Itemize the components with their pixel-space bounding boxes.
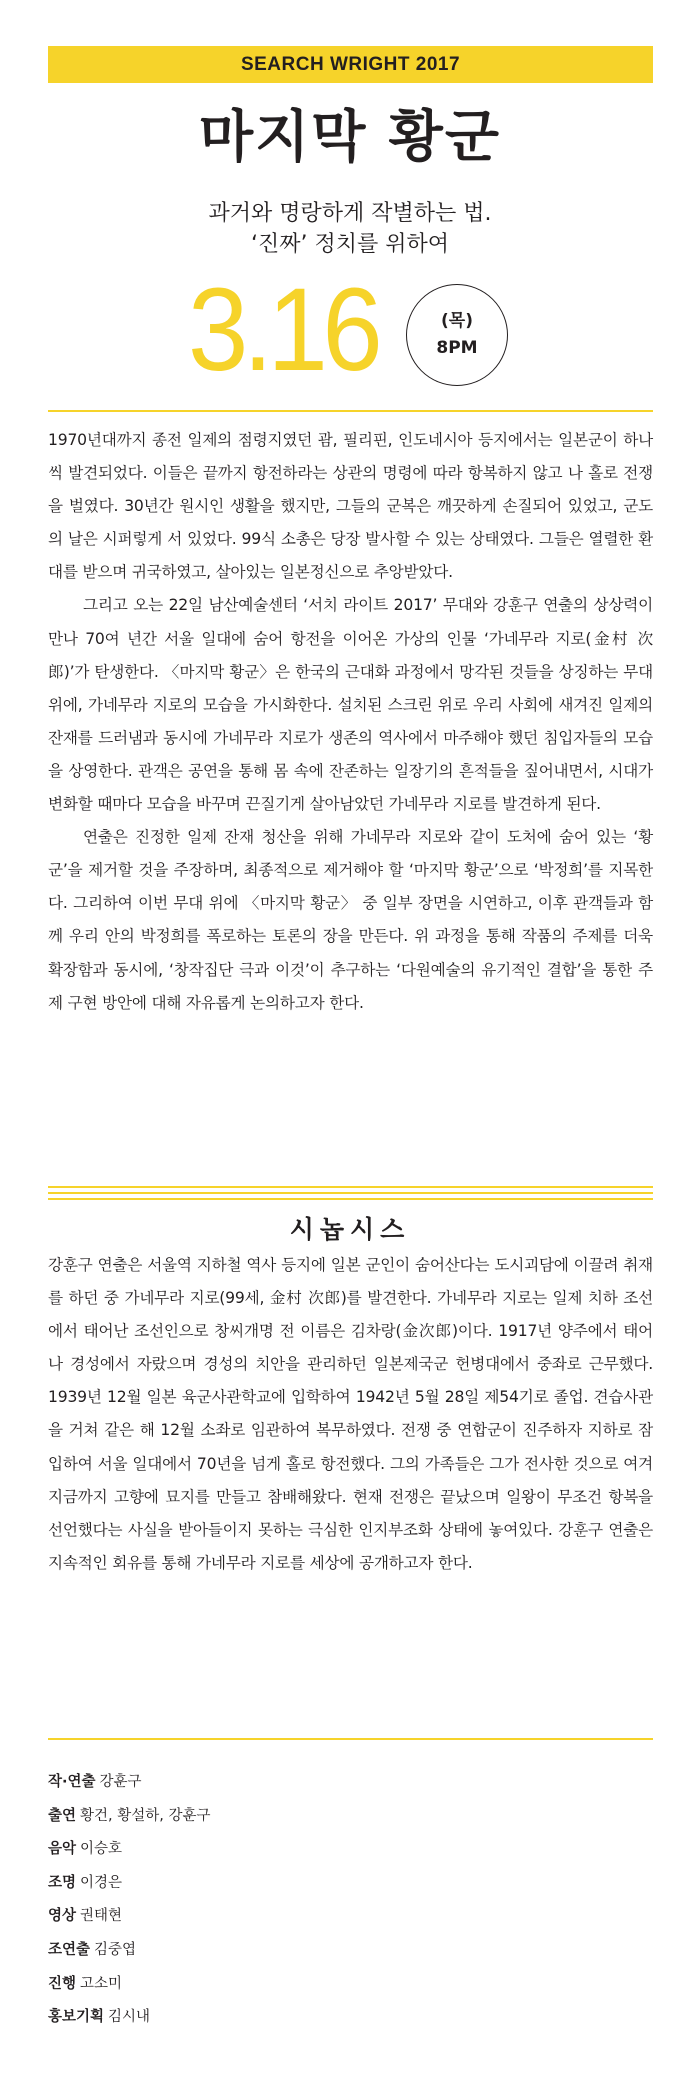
divider-line	[48, 1186, 653, 1188]
credits-list	[48, 1766, 653, 2035]
synopsis-paragraph: 강훈구 연출은 서울역 지하철 역사 등지에 일본 군인이 숨어산다는 도시괴담에 이끌려 취재를 하던 중 가네무라 지로(99세, 金村 次郎)를 발견한다. 가네무라 지로는 일제 치하 조선에서 태어난 조선인으로 창씨개명 전 이름은 김차랑(金次郎)이다. 1917년 양주에서 태어나 경성에서 자랐으며 경성의 치안을 관리하던 일본제국군 헌병대에서 중좌로 근무했다. 1939년 12월 일본 육군사관학교에 입학하여 1942년 5월 28일 제54기로 졸업. 견습사관을 거쳐 같은 해 12월 소좌로 임관하여 복무하였다. 전쟁 중 연합군이 진주하자 지하로 잠입하여 서울 일대에서 70년을 넘게 홀로 항전했다. 그의 가족들은 그가 전사한 것으로 여겨 지금까지 고향에 묘지를 만들고 참배해왔다. 현재 전쟁은 끝났으며 일왕이 무조건 항복을 선언했다는 사실을 받아들이지 못하는 극심한 인지부조화 상태에 놓여있다. 강훈구 연출은 지속적인 회유를 통해 가네무라 지로를 세상에 공개하고자 한다.	[48, 1256, 653, 1572]
description-paragraph: 그리고 오는 22일 남산예술센터 ‘서치 라이트 2017’ 무대와 강훈구 연출의 상상력이 만나 70여 년간 서울 일대에 숨어 항전을 이어온 가상의 인물 ‘가네무라 지로(金村 次郎)’가 탄생한다. 〈마지막 황군〉은 한국의 근대화 과정에서 망각된 것들을 상징하는 무대 위에, 가네무라 지로의 모습을 가시화한다. 설치된 스크린 위로 우리 사회에 새겨진 일제의 잔재를 드러냄과 동시에 가네무라 지로가 생존의 역사에서 마주해야 했던 침입자들의 모습을 상영한다. 관객은 공연을 통해 몸 속에 잔존하는 일장기의 흔적들을 짚어내면서, 시대가 변화할 때마다 모습을 바꾸며 끈질기게 살아남았던 가네무라 지로를 발견하게 된다.	[48, 596, 653, 814]
credit-names: 이승호	[80, 1841, 123, 1858]
divider	[48, 410, 653, 412]
credit-role: 음악	[48, 1841, 77, 1858]
subtitle-line: ‘진짜’ 정치를 위하여	[251, 232, 449, 257]
credit-names: 권태현	[80, 1908, 123, 1925]
subtitle	[0, 198, 700, 260]
divider	[48, 1738, 653, 1740]
credit-names: 김중엽	[94, 1941, 137, 1958]
credit-names: 고소미	[80, 1975, 123, 1992]
date-block	[188, 264, 508, 397]
date-weekday: (목)	[441, 311, 473, 331]
credit-row	[48, 1867, 653, 1901]
date-time: 8PM	[436, 338, 478, 358]
credit-row	[48, 1934, 653, 1968]
page-title: 마지막 황군	[199, 105, 501, 170]
credit-role: 홍보기획	[48, 2009, 105, 2026]
event-banner: SEARCH WRIGHT 2017	[48, 46, 653, 83]
triple-divider	[48, 1186, 653, 1204]
credit-names: 이경은	[80, 1874, 123, 1891]
credit-role: 영상	[48, 1908, 77, 1925]
credit-row	[48, 1766, 653, 1800]
credit-names: 김시내	[108, 2009, 151, 2026]
date-number: 3.16	[188, 264, 378, 396]
credit-role: 출연	[48, 1807, 77, 1824]
synopsis-body	[48, 1249, 653, 1580]
description-paragraph: 연출은 진정한 일제 잔재 청산을 위해 가네무라 지로와 같이 도처에 숨어 있는 ‘황군’을 제거할 것을 주장하며, 최종적으로 제거해야 할 ‘마지막 황군’으로 ‘박정희’를 지목한다. 그리하여 이번 무대 위에 〈마지막 황군〉 중 일부 장면을 시연하고, 이후 관객들과 함께 우리 안의 박정희를 폭로하는 토론의 장을 만든다. 위 과정을 통해 작품의 주제를 더욱 확장함과 동시에, ‘창작집단 극과 이것’이 추구하는 ‘다원예술의 유기적인 결합’을 통한 주제 구현 방안에 대해 자유롭게 논의하고자 한다.	[48, 828, 653, 1012]
divider-line	[48, 1198, 653, 1200]
credit-names: 강훈구	[99, 1774, 142, 1790]
credit-role: 조명	[48, 1874, 77, 1891]
synopsis-heading: 시놉시스	[289, 1215, 411, 1244]
credit-role: 진행	[48, 1975, 77, 1992]
credit-row	[48, 2001, 653, 2035]
credit-row	[48, 1900, 653, 1934]
credit-role: 작·연출	[48, 1774, 96, 1790]
credit-role: 조연출	[48, 1941, 91, 1958]
credit-names: 황건, 황설하, 강훈구	[80, 1807, 211, 1824]
divider-line	[48, 1192, 653, 1194]
credit-row	[48, 1968, 653, 2002]
description-paragraph: 1970년대까지 종전 일제의 점령지였던 괌, 필리핀, 인도네시아 등지에서는 일본군이 하나씩 발견되었다. 이들은 끝까지 항전하라는 상관의 명령에 따라 항복하지 않고 나 홀로 전쟁을 벌였다. 30년간 원시인 생활을 했지만, 그들의 군복은 깨끗하게 손질되어 있었고, 군도의 날은 시퍼렇게 서 있었다. 99식 소총은 당장 발사할 수 있는 상태였다. 그들은 열렬한 환대를 받으며 귀국하였고, 살아있는 일본정신으로 추앙받았다.	[48, 431, 653, 582]
subtitle-line: 과거와 명랑하게 작별하는 법.	[208, 201, 492, 226]
credit-row	[48, 1833, 653, 1867]
date-circle	[406, 284, 508, 386]
description	[48, 424, 653, 1020]
credit-row	[48, 1800, 653, 1834]
